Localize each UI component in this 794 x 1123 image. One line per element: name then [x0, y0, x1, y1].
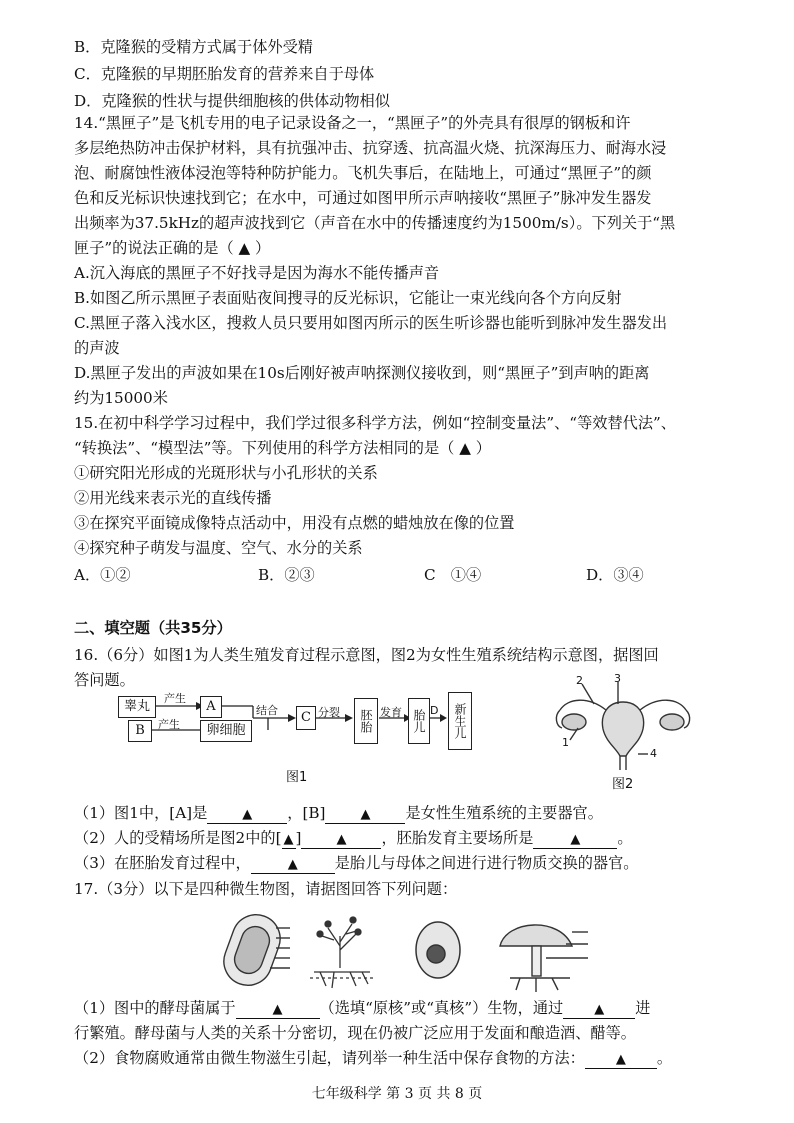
fetus-box: 胎儿: [408, 698, 430, 744]
microorganism-illustrations: [210, 906, 590, 996]
q15-item-2: ②用光线来表示光的直线传播: [74, 489, 272, 507]
q17-blank-c[interactable]: ▲: [585, 1052, 657, 1069]
mold-drawing: [310, 917, 374, 988]
q14-stem-line-1: 14.“黑匣子”是飞机专用的电子记录设备之一，“黑匣子”的外壳具有很厚的钢板和许: [74, 114, 631, 132]
q17-sub-1: [74, 997, 650, 1019]
q16-sub3-suffix: 是胎儿与母体之间进行进行物质交换的器官。: [334, 854, 639, 872]
q15-option-b: B．②③: [258, 566, 315, 584]
develop-label: 发育: [380, 706, 402, 719]
label-d: D: [430, 704, 439, 717]
q13-option-b: B．克隆猴的受精方式属于体外受精: [74, 38, 313, 56]
box-b: B: [128, 720, 152, 742]
figure-2-diagram: [548, 674, 698, 774]
q16-blank-e[interactable]: ▲: [533, 832, 617, 849]
q16-sub-2: [74, 827, 633, 849]
q16-sub1-mid: ，[B]: [287, 804, 326, 822]
q17-sub-1-line-2: 行繁殖。酵母菌与人类的关系十分密切，现在仍被广泛应用于发面和酿造酒、醋等。: [74, 1024, 636, 1042]
q14-stem-line-4: 色和反光标识快速找到它；在水中，可通过如图甲所示声呐接收“黑匣子”脉冲发生器发: [74, 189, 652, 207]
q15-item-3: ③在探究平面镜成像特点活动中，用没有点燃的蜡烛放在像的位置: [74, 514, 515, 532]
combine-label: 结合: [256, 704, 278, 717]
q17-sub-2: [74, 1047, 672, 1069]
q16-blank-d[interactable]: ▲: [301, 832, 381, 849]
q15-option-c: C ①④: [424, 566, 482, 584]
q14-option-d-line-1: D.黑匣子发出的声波如果在10s后刚好被声呐探测仪接收到，则“黑匣子”到声呐的距离: [74, 364, 650, 382]
q16-sub2-bracket: ]: [295, 829, 302, 847]
fig2-label-3: 3: [614, 672, 621, 685]
q13-option-c: C．克隆猴的早期胚胎发育的营养来自于母体: [74, 65, 375, 83]
q17-sub1-end: 进: [635, 999, 651, 1017]
fig2-label-2: 2: [576, 674, 583, 687]
q16-sub1-prefix: （1）图1中，[A]是: [74, 804, 208, 822]
q16-sub-1: [74, 802, 603, 824]
q14-stem-line-3: 泡、耐腐蚀性液体浸泡等特种防护能力。飞机失事后，在陆地上，可通过“黑匣子”的颜: [74, 164, 652, 182]
q14-option-d-line-2: 约为15000米: [74, 389, 168, 407]
q14-option-c-line-2: 的声波: [74, 339, 120, 357]
q17-stem: 17.（3分）以下是四种微生物图，请据图回答下列问题：: [74, 880, 458, 898]
produce-label-1: 产生: [164, 692, 186, 705]
q16-sub2-end: 。: [617, 829, 633, 847]
q17-blank-b[interactable]: ▲: [563, 1002, 635, 1019]
q16-blank-f[interactable]: ▲: [251, 857, 335, 874]
q16-sub2-mid: ，胚胎发育主要场所是: [381, 829, 534, 847]
testis-box: 睾丸: [118, 696, 156, 718]
figure-2-caption: 图2: [612, 777, 634, 792]
egg-cell-box: 卵细胞: [200, 720, 252, 742]
embryo-box: 胚胎: [354, 698, 378, 744]
q16-blank-b[interactable]: ▲: [325, 807, 405, 824]
figure-1-diagram: [118, 690, 498, 760]
q15-item-4: ④探究种子萌发与温度、空气、水分的关系: [74, 539, 363, 557]
q16-sub3-prefix: （3）在胚胎发育过程中，: [74, 854, 251, 872]
fig2-label-1: 1: [562, 736, 569, 749]
q16-sub1-suffix: 是女性生殖系统的主要器官。: [405, 804, 603, 822]
q13-option-d: D．克隆猴的性状与提供细胞核的供体动物相似: [74, 92, 390, 110]
q16-stem-line-2: 答问题。: [74, 671, 135, 689]
q14-stem-line-6: 匣子”的说法正确的是（ ▲ ）: [74, 239, 271, 257]
q14-option-a: A.沉入海底的黑匣子不好找寻是因为海水不能传播声音: [74, 264, 440, 282]
mushroom-drawing: [500, 925, 588, 992]
produce-label-2: 产生: [158, 718, 180, 731]
divide-label: 分裂: [318, 706, 340, 719]
q14-option-b: B.如图乙所示黑匣子表面贴夜间搜寻的反光标识，它能让一束光线向各个方向反射: [74, 289, 622, 307]
newborn-box: 新生儿: [448, 692, 472, 750]
q16-sub2-prefix: （2）人的受精场所是图2中的[: [74, 829, 282, 847]
figure-1-caption: 图1: [286, 770, 308, 785]
q14-stem-line-2: 多层绝热防冲击保护材料，具有抗强冲击、抗穿透、抗高温火烧、抗深海压力、耐海水浸: [74, 139, 667, 157]
q15-option-a: A．①②: [74, 566, 131, 584]
female-reproductive-system-illustration: [548, 674, 698, 774]
q17-sub1-mid: （选填“原核”或“真核”）生物，通过: [319, 999, 564, 1017]
bacterium-drawing: [217, 908, 290, 992]
q16-stem-line-1: 16.（6分）如图1为人类生殖发育过程示意图，图2为女性生殖系统结构示意图，据图回: [74, 646, 659, 664]
q17-sub1-prefix: （1）图中的酵母菌属于: [74, 999, 236, 1017]
q15-stem-line-2: “转换法”、“模型法”等。下列使用的科学方法相同的是（ ▲ ）: [74, 439, 491, 457]
q17-sub2-end: 。: [656, 1049, 673, 1067]
fig2-label-4: 4: [650, 747, 657, 760]
q14-option-c-line-1: C.黑匣子落入浅水区，搜救人员只要用如图丙所示的医生听诊器也能听到脉冲发生器发出: [74, 314, 668, 332]
q16-sub-3: [74, 852, 638, 874]
box-c: C: [296, 706, 316, 730]
box-a: A: [200, 696, 222, 718]
microorganism-figures: [210, 906, 590, 996]
q15-option-d: D．③④: [586, 566, 644, 584]
q15-stem-line-1: 15.在初中科学学习过程中，我们学过很多科学方法，例如“控制变量法”、“等效替代法”、: [74, 414, 676, 432]
q16-blank-c[interactable]: ▲: [283, 832, 294, 847]
q15-item-1: ①研究阳光形成的光斑形状与小孔形状的关系: [74, 464, 378, 482]
page-footer: 七年级科学 第 3 页 共 8 页: [311, 1086, 483, 1102]
q17-blank-a[interactable]: ▲: [236, 1002, 320, 1019]
q14-stem-line-5: 出频率为37.5kHz的超声波找到它（声音在水中的传播速度约为1500m/s）。下列关于“黑: [74, 214, 676, 232]
section-title-fill-in: 二、填空题（共35分）: [74, 619, 232, 637]
q17-sub2-prefix: （2）食物腐败通常由微生物滋生引起，请列举一种生活中保存食物的方法：: [74, 1049, 585, 1067]
q16-blank-a[interactable]: ▲: [207, 807, 287, 824]
yeast-drawing: [416, 922, 460, 978]
